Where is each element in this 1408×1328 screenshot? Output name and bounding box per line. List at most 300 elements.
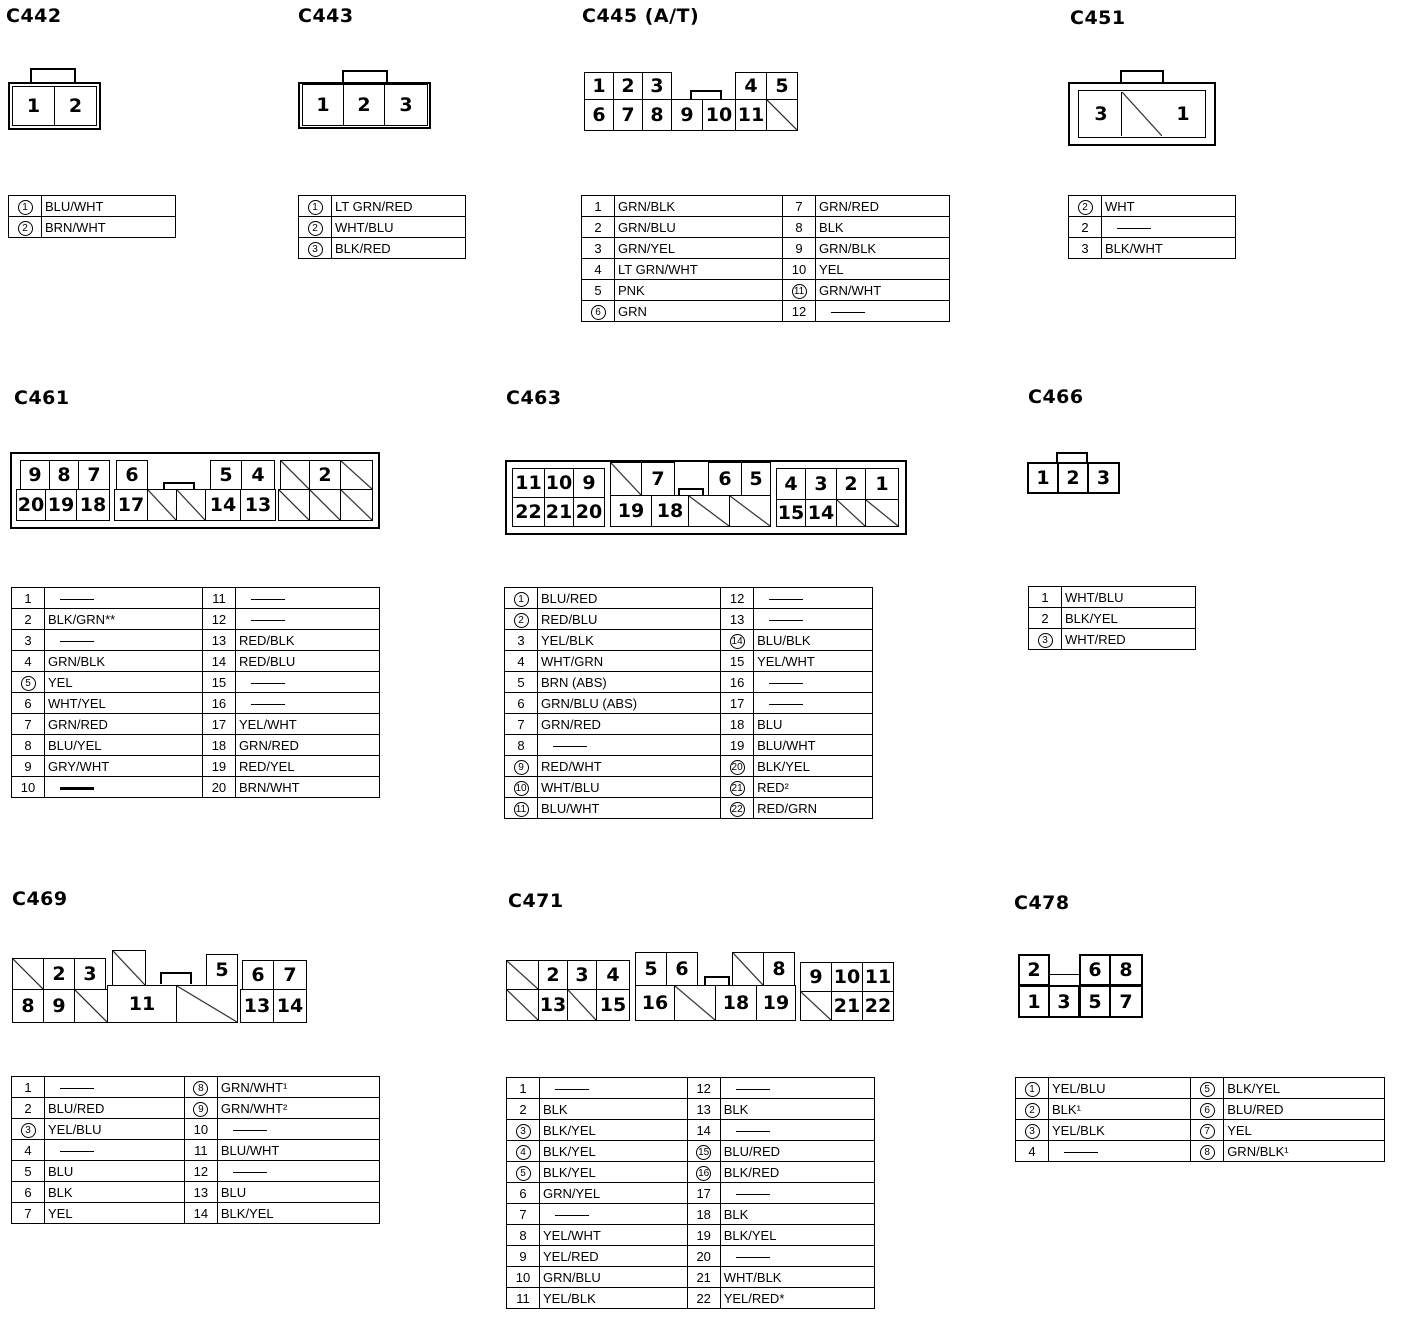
pin-cell: 14 — [805, 499, 837, 527]
table-cell: 6 — [507, 1183, 540, 1204]
table-cell: 2 — [507, 1099, 540, 1120]
table-row — [1029, 587, 1196, 608]
table-cell — [582, 301, 615, 322]
table-cell — [45, 1140, 185, 1161]
pin-cell: 7 — [641, 462, 675, 496]
connector-title-c443: C443 — [298, 5, 354, 27]
pin-cell: 8 — [49, 460, 79, 490]
no-wire-dash — [555, 1215, 589, 1216]
table-cell: 4 — [582, 259, 615, 280]
pin-cell: 7 — [273, 960, 307, 990]
table-cell: 4 — [505, 651, 538, 672]
table-cell — [1029, 629, 1062, 650]
circled-pin-number: 5 — [516, 1166, 531, 1181]
table-cell: 16 — [202, 693, 235, 714]
table-cell — [299, 196, 332, 217]
table-row — [12, 651, 380, 672]
pin-cell: 5 — [635, 952, 667, 986]
pin-cell: 11 — [862, 962, 894, 992]
pin-cell: 14 — [273, 989, 307, 1023]
table-cell — [783, 280, 816, 301]
pin-cell: 22 — [512, 497, 545, 527]
connector-title-c463: C463 — [506, 387, 562, 409]
table-row — [12, 588, 380, 609]
table-cell: BLU/RED — [45, 1098, 185, 1119]
table-cell: BLU/WHT — [42, 196, 176, 217]
pin-cell: 4 — [735, 72, 767, 100]
table-row — [12, 609, 380, 630]
table-row — [12, 1119, 380, 1140]
table-cell: 7 — [505, 714, 538, 735]
pin-cell: 1 — [12, 86, 55, 126]
table-cell: YEL/BLK — [1049, 1120, 1191, 1141]
table-cell: BLK — [720, 1204, 874, 1225]
circled-pin-number: 3 — [1025, 1124, 1040, 1139]
table-cell — [721, 756, 754, 777]
table-cell: YEL/BLU — [45, 1119, 185, 1140]
table-cell: BLK¹ — [1049, 1099, 1191, 1120]
table-cell: 8 — [12, 735, 45, 756]
table-cell — [1016, 1120, 1049, 1141]
table-row — [299, 196, 466, 217]
circled-pin-number: 1 — [1025, 1082, 1040, 1097]
pin-cell: 9 — [671, 99, 703, 131]
table-cell: 1 — [12, 1077, 45, 1098]
pin-cell: 6 — [584, 99, 614, 131]
pin-cell: 20 — [573, 497, 605, 527]
circled-pin-number: 8 — [193, 1081, 208, 1096]
table-cell: 12 — [687, 1078, 720, 1099]
table-cell — [721, 798, 754, 819]
table-cell — [507, 1120, 540, 1141]
table-cell: 6 — [505, 693, 538, 714]
circled-pin-number: 3 — [516, 1124, 531, 1139]
table-cell: BLK/YEL — [720, 1225, 874, 1246]
table-cell: GRN/RED — [45, 714, 203, 735]
pin-cell: 7 — [613, 99, 643, 131]
pin-cell-unused — [12, 958, 44, 990]
table-cell: 9 — [507, 1246, 540, 1267]
pin-table-c442 — [8, 195, 176, 238]
table-row — [1029, 629, 1196, 650]
table-cell: WHT/BLU — [538, 777, 721, 798]
no-wire-dash — [233, 1130, 267, 1131]
pin-cell: 10 — [544, 468, 574, 498]
pin-cell: 3 — [805, 468, 837, 500]
table-row — [12, 1140, 380, 1161]
pin-cell-unused — [688, 495, 730, 527]
circled-pin-number: 1 — [514, 592, 529, 607]
circled-pin-number: 7 — [1200, 1124, 1215, 1139]
table-cell: WHT/BLU — [1062, 587, 1196, 608]
table-cell — [217, 1119, 379, 1140]
circled-pin-number: 20 — [731, 761, 743, 773]
no-wire-dash — [769, 704, 803, 705]
table-cell — [505, 798, 538, 819]
no-wire-dash — [1064, 1152, 1098, 1153]
table-cell: 12 — [184, 1161, 217, 1182]
table-cell: 18 — [202, 735, 235, 756]
table-cell: 7 — [783, 196, 816, 217]
pin-cell: 8 — [1109, 954, 1143, 986]
pin-cell: 1 — [584, 72, 614, 100]
table-cell: YEL — [45, 672, 203, 693]
circled-pin-number: 6 — [591, 305, 606, 320]
table-cell: BLU/WHT — [538, 798, 721, 819]
table-row — [507, 1162, 875, 1183]
pin-cell-unused — [147, 489, 177, 521]
pin-cell: 1 — [1162, 92, 1204, 136]
table-row — [582, 217, 950, 238]
table-row — [505, 798, 873, 819]
table-cell: GRN/WHT² — [217, 1098, 379, 1119]
table-cell — [235, 609, 379, 630]
table-cell: YEL/BLK — [538, 630, 721, 651]
pin-table-c445 — [581, 195, 950, 322]
table-cell: RED/GRN — [754, 798, 873, 819]
pin-cell: 1 — [302, 84, 344, 126]
no-wire-dash — [769, 599, 803, 600]
table-cell: 13 — [687, 1099, 720, 1120]
pin-cell: 8 — [763, 952, 795, 986]
table-cell: 13 — [721, 609, 754, 630]
pin-cell-unused — [74, 989, 108, 1023]
table-cell: GRN/RED — [235, 735, 379, 756]
table-cell: BLU/BLK — [754, 630, 873, 651]
no-wire-dash — [769, 683, 803, 684]
table-cell — [540, 1204, 688, 1225]
table-cell: BLU/WHT — [754, 735, 873, 756]
table-cell: GRN/WHT — [816, 280, 950, 301]
table-row — [505, 714, 873, 735]
pin-cell: 2 — [613, 72, 643, 100]
table-cell: 6 — [12, 693, 45, 714]
table-cell — [721, 777, 754, 798]
pin-table-c471 — [506, 1077, 875, 1309]
table-cell: 9 — [12, 756, 45, 777]
table-cell: RED/BLU — [538, 609, 721, 630]
table-cell — [1191, 1078, 1224, 1099]
table-cell: GRN/BLU (ABS) — [538, 693, 721, 714]
pin-cell: 2 — [43, 958, 75, 990]
pin-cell-unused — [112, 950, 146, 986]
pin-cell: 9 — [20, 460, 50, 490]
circled-pin-number: 9 — [514, 760, 529, 775]
table-cell: LT GRN/RED — [332, 196, 466, 217]
table-cell: 18 — [721, 714, 754, 735]
pin-table-c443 — [298, 195, 466, 259]
table-cell — [721, 630, 754, 651]
pin-cell: 1 — [1018, 985, 1050, 1018]
circled-pin-number: 16 — [698, 1167, 710, 1179]
table-cell: 3 — [582, 238, 615, 259]
circled-pin-number: 11 — [792, 284, 807, 299]
pin-cell: 9 — [800, 962, 832, 992]
table-cell — [235, 588, 379, 609]
table-cell — [754, 693, 873, 714]
pin-table-c463 — [504, 587, 873, 819]
no-wire-dash — [233, 1172, 267, 1173]
table-cell: 22 — [687, 1288, 720, 1309]
pin-cell: 13 — [240, 489, 276, 521]
circled-pin-number: 9 — [193, 1102, 208, 1117]
table-cell — [1049, 1141, 1191, 1162]
table-cell — [235, 672, 379, 693]
table-cell — [507, 1141, 540, 1162]
circled-pin-number: 3 — [1038, 633, 1053, 648]
table-cell: 10 — [507, 1267, 540, 1288]
table-cell: 6 — [12, 1182, 45, 1203]
table-cell: 3 — [1069, 238, 1102, 259]
table-cell: WHT — [1102, 196, 1236, 217]
table-cell: GRN/BLK¹ — [1224, 1141, 1385, 1162]
table-cell — [235, 693, 379, 714]
pin-cell: 5 — [210, 460, 242, 490]
pin-cell: 13 — [538, 989, 568, 1021]
table-cell: 1 — [12, 588, 45, 609]
connector-title-c478: C478 — [1014, 892, 1070, 914]
no-wire-dash — [553, 746, 587, 747]
table-cell: BLK — [45, 1182, 185, 1203]
table-row — [1069, 217, 1236, 238]
table-cell: LT GRN/WHT — [615, 259, 783, 280]
table-cell: 14 — [184, 1203, 217, 1224]
table-cell: 4 — [12, 651, 45, 672]
pin-cell: 15 — [776, 499, 806, 527]
circled-pin-number: 2 — [1025, 1103, 1040, 1118]
pin-cell: 2 — [1057, 462, 1089, 494]
table-cell — [720, 1183, 874, 1204]
circled-pin-number: 3 — [21, 1123, 36, 1138]
table-cell: 9 — [783, 238, 816, 259]
table-cell: 17 — [687, 1183, 720, 1204]
pin-cell-unused — [610, 462, 642, 496]
pin-cell-unused — [309, 489, 341, 521]
table-cell — [45, 588, 203, 609]
table-cell — [720, 1246, 874, 1267]
table-row — [12, 777, 380, 798]
table-row — [582, 259, 950, 280]
table-cell: BLK — [540, 1099, 688, 1120]
no-wire-dash — [736, 1194, 770, 1195]
no-wire-dash — [736, 1257, 770, 1258]
no-wire-dash — [251, 683, 285, 684]
table-cell: BLU — [754, 714, 873, 735]
table-cell: WHT/BLU — [332, 217, 466, 238]
circled-pin-number: 6 — [1200, 1103, 1215, 1118]
table-row — [507, 1225, 875, 1246]
table-row — [507, 1099, 875, 1120]
pin-cell: 7 — [1109, 985, 1143, 1018]
table-cell: BRN/WHT — [235, 777, 379, 798]
table-cell: 4 — [1016, 1141, 1049, 1162]
connector-latch — [160, 972, 192, 984]
table-cell: PNK — [615, 280, 783, 301]
table-row — [505, 651, 873, 672]
pin-cell-unused — [729, 495, 771, 527]
pin-cell: 3 — [74, 958, 106, 990]
table-cell: YEL — [816, 259, 950, 280]
table-cell — [45, 777, 203, 798]
circled-pin-number: 5 — [21, 676, 36, 691]
table-cell — [505, 609, 538, 630]
table-cell: 12 — [202, 609, 235, 630]
pin-cell: 5 — [741, 462, 771, 496]
table-cell: RED/YEL — [235, 756, 379, 777]
table-cell: GRN/BLK — [816, 238, 950, 259]
pin-cell-unused — [506, 989, 539, 1021]
table-cell: 2 — [1069, 217, 1102, 238]
table-cell: BLK/YEL — [217, 1203, 379, 1224]
pin-cell: 19 — [756, 985, 796, 1021]
table-cell: 5 — [582, 280, 615, 301]
table-row — [507, 1267, 875, 1288]
pin-cell-unused — [506, 960, 539, 990]
table-cell — [505, 777, 538, 798]
circled-pin-number: 1 — [18, 200, 33, 215]
table-cell: WHT/RED — [1062, 629, 1196, 650]
table-cell: 17 — [202, 714, 235, 735]
table-row — [582, 280, 950, 301]
table-cell: 10 — [184, 1119, 217, 1140]
pin-table-c478 — [1015, 1077, 1385, 1162]
table-cell: YEL/WHT — [540, 1225, 688, 1246]
table-row — [299, 238, 466, 259]
table-cell: 1 — [1029, 587, 1062, 608]
pin-cell: 11 — [735, 99, 767, 131]
table-cell: BLK/GRN** — [45, 609, 203, 630]
pin-cell: 2 — [309, 460, 341, 490]
table-row — [12, 1203, 380, 1224]
pin-cell: 3 — [1080, 92, 1122, 136]
pin-cell: 6 — [708, 462, 742, 496]
pin-cell: 2 — [54, 86, 97, 126]
pin-cell: 13 — [240, 989, 274, 1023]
table-cell: YEL/BLK — [540, 1288, 688, 1309]
table-cell: 15 — [202, 672, 235, 693]
table-cell — [1016, 1078, 1049, 1099]
table-cell — [1016, 1099, 1049, 1120]
connector-title-c469: C469 — [12, 888, 68, 910]
table-cell — [45, 630, 203, 651]
table-cell — [754, 609, 873, 630]
table-cell: 15 — [721, 651, 754, 672]
table-cell: YEL — [1224, 1120, 1385, 1141]
table-cell — [9, 196, 42, 217]
circled-pin-number: 14 — [731, 635, 743, 647]
table-cell — [505, 588, 538, 609]
circled-pin-number: 2 — [514, 613, 529, 628]
pin-cell: 3 — [642, 72, 672, 100]
pin-cell-unused — [340, 460, 373, 490]
pin-cell: 6 — [666, 952, 698, 986]
pin-cell: 8 — [12, 989, 44, 1023]
table-cell: GRN/YEL — [540, 1183, 688, 1204]
circled-pin-number: 1 — [308, 200, 323, 215]
table-cell: 12 — [783, 301, 816, 322]
table-cell — [12, 672, 45, 693]
table-cell: 13 — [184, 1182, 217, 1203]
pin-cell: 2 — [836, 468, 866, 500]
pin-cell: 20 — [16, 489, 46, 521]
table-row — [507, 1120, 875, 1141]
table-cell: YEL/BLU — [1049, 1078, 1191, 1099]
table-cell: YEL/WHT — [235, 714, 379, 735]
pin-cell: 8 — [642, 99, 672, 131]
table-cell: BLU/YEL — [45, 735, 203, 756]
table-cell: BLK — [720, 1099, 874, 1120]
pin-table-c466 — [1028, 586, 1196, 650]
table-cell — [184, 1098, 217, 1119]
table-row — [507, 1078, 875, 1099]
table-cell: BLK/YEL — [754, 756, 873, 777]
pin-cell: 5 — [206, 954, 238, 986]
circled-pin-number: 2 — [308, 221, 323, 236]
no-wire-dash — [555, 1089, 589, 1090]
table-row — [582, 301, 950, 322]
no-wire-dash — [831, 312, 865, 313]
pin-cell: 15 — [596, 989, 630, 1021]
pin-cell: 10 — [831, 962, 863, 992]
table-row — [12, 735, 380, 756]
table-cell: 5 — [12, 1161, 45, 1182]
circled-pin-number: 5 — [1200, 1082, 1215, 1097]
table-cell: 14 — [202, 651, 235, 672]
pin-cell: 7 — [78, 460, 110, 490]
pin-cell: 18 — [76, 489, 110, 521]
table-cell — [687, 1141, 720, 1162]
pin-cell: 11 — [512, 468, 545, 498]
table-cell — [816, 301, 950, 322]
table-row — [12, 1161, 380, 1182]
table-cell: GRN/BLU — [615, 217, 783, 238]
pin-cell: 5 — [1079, 985, 1111, 1018]
table-cell: GRN/RED — [538, 714, 721, 735]
table-cell: BLU/WHT — [217, 1140, 379, 1161]
table-row — [505, 609, 873, 630]
table-cell: 12 — [721, 588, 754, 609]
no-wire-dash — [736, 1131, 770, 1132]
pin-cell: 3 — [567, 960, 597, 990]
table-cell — [1191, 1120, 1224, 1141]
circled-pin-number: 4 — [516, 1145, 531, 1160]
table-cell: BLK/RED — [332, 238, 466, 259]
pin-cell: 3 — [384, 84, 428, 126]
pin-cell: 5 — [766, 72, 798, 100]
table-row — [12, 714, 380, 735]
table-cell: 11 — [507, 1288, 540, 1309]
pin-cell: 18 — [715, 985, 757, 1021]
table-cell: RED/WHT — [538, 756, 721, 777]
table-cell: 2 — [1029, 608, 1062, 629]
connector-title-c451: C451 — [1070, 7, 1126, 29]
table-cell: BLK/RED — [720, 1162, 874, 1183]
no-wire-dash — [1117, 228, 1151, 229]
pin-cell-unused — [176, 985, 238, 1023]
pin-cell: 6 — [116, 460, 148, 490]
pin-cell: 21 — [544, 497, 574, 527]
no-wire-dash — [60, 787, 94, 790]
table-cell: BLK — [816, 217, 950, 238]
table-row — [12, 1098, 380, 1119]
table-row — [9, 196, 176, 217]
table-cell: 20 — [202, 777, 235, 798]
table-cell: 7 — [12, 1203, 45, 1224]
pin-cell-unused — [1121, 92, 1163, 136]
table-cell — [687, 1162, 720, 1183]
no-wire-dash — [769, 620, 803, 621]
table-cell: YEL — [45, 1203, 185, 1224]
